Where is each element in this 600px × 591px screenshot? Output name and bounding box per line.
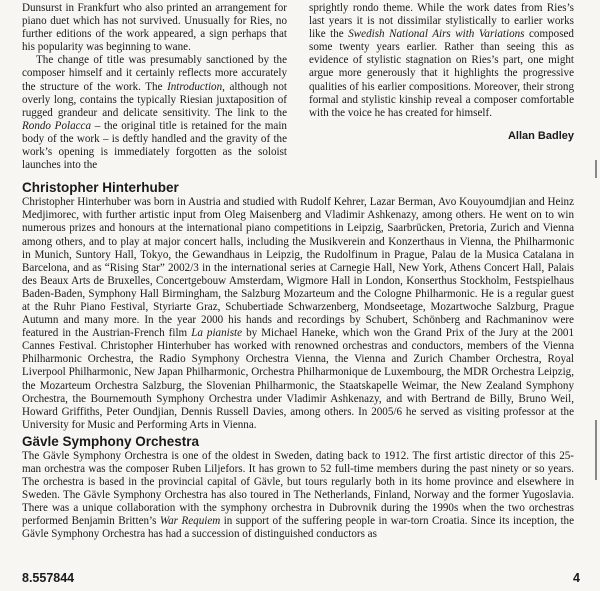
essay-columns [22, 2, 574, 172]
italic-title: Swedish National Airs with Variations [348, 28, 525, 41]
essay-author: Allan Badley [507, 129, 574, 142]
hinterhuber-heading: Christopher Hinterhuber [22, 180, 179, 196]
catalogue-number: 8.557844 [22, 571, 75, 585]
essay-paragraph-3: sprightly rondo theme. While the work dates from Ries’s last years it is not dissimilar stylistically to earlier works like the Swedish National Airs with Variations composed some twenty years earlier. Rather than seeing this as evidence of stylistic stagnation on Ries’s part, one might argue more generously that it highlights the progressive qualities of his earlier compositions. Moreover, their strong formal and stylistic kinship reveal a composer comfortable with the voice he has created for himself. [309, 2, 574, 119]
booklet-page [22, 2, 574, 542]
gavle-biography: The Gävle Symphony Orchestra is one of the oldest in Sweden, dating back to 1912. The first artistic director of this 25-man orchestra was the composer Ruben Liljefors. It has grown to 52 full-time members during the past ninety or so years. The orchestra is based in the provincial capital of Gävle, but tours regularly both in its home province and elsewhere in Sweden. The Gävle Symphony Orchestra has also toured in The Netherlands, Finland, Norway and the former Yugoslavia. There was a unique collaboration with the symphony orchestra in Dubrovnik during the 1990s when the two orchestras performed Benjamin Britten’s War Requiem in support of the suffering people in war-torn Croatia. Since its inception, the Gävle Symphony Orchestra has had a succession of distinguished conductors as [22, 449, 575, 541]
gavle-heading: Gävle Symphony Orchestra [22, 433, 200, 449]
italic-title: Rondo Polacca [22, 119, 92, 132]
scan-edge-mark-bottom [595, 420, 597, 480]
essay-right-column [309, 2, 574, 172]
page-footer [22, 571, 580, 585]
hinterhuber-biography: Christopher Hinterhuber was born in Austria and studied with Rudolf Kehrer, Lazar Berman, Avo Kouyoumdjian and Heinz Medjimorec, with further artistic input from Oleg Maisenberg and Vladimir Ashkenazy, among others. He went on to win numerous prizes and honours at the international piano competitions in Leipzig, Saarbrücken, Pretoria, Zurich and Vienna among others, and to play at major concert halls, including the Musikverein and Konzerthaus in Vienna, the Philharmonic in Munich, Suntory Hall, Tokyo, the Gewandhaus in Leipzig, the Rudolfinum in Prague, Palau de la Musica Catalana in Barcelona, and as “Rising Star” 2002/3 in the international series at Carnegie Hall, New York, Athens Concert Hall, Palais des Beaux Arts de Bruxelles, Concertgebouw Amsterdam, Wigmore Hall in London, Konserthus Stockholm, Festspielhaus Baden-Baden, Symphony Hall Birmingham, the Salzburg Mozarteum and the Cologne Philharmonic. He is a regular guest at the Ruhr Piano Festival, Styriarte Graz, Schubertiade Schwarzenberg, Mondseetage, Mozartwoche Salzburg, Prague Autumn and many more. In the year 2000 his hands and recordings by Schubert, Schönberg and Rachmaninov were featured in the Austrian-French film La pianiste by Michael Haneke, which won the Grand Prix of the Jury at the 2001 Cannes Festival. Christopher Hinterhuber has worked with renowned orchestras and conductors, members of the Vienna Philharmonic Orchestra, the Radio Symphony Orchestra Vienna, the Vienna and Zurich Chamber Orchestra, Royal Liverpool Philharmonic, New Japan Philharmonic, Orchestra Philharmonique de Luxembourg, the MDR Orchestra Leipzig, the Mozarteum Orchestra Salzburg, the Slovenian Philharmonic, the Staatskapelle Weimar, the New Zealand Symphony Orchestra, the Bournemouth Symphony Orchestra under Vladimir Ashkenazy, and with Bertrand de Billy, Bruno Weil, Howard Griffiths, Peter Oundjian, Dennis Russell Davies, among others. In 2005/6 he served as visiting professor at the University for Music and Performing Arts in Vienna. [22, 196, 575, 431]
italic-title: War Requiem [159, 515, 221, 528]
essay-left-column [22, 2, 287, 172]
page-number: 4 [573, 571, 580, 585]
scan-edge-mark-top [595, 160, 597, 178]
italic-title: Introduction [167, 80, 223, 93]
italic-title: La pianiste [191, 327, 243, 340]
essay-paragraph-2: The change of title was presumably sanctioned by the composer himself and it certainly reflects more accurately the structure of the work. The Introduction, although not overly long, contains the typically Riesian juxtaposition of rugged grandeur and delicate sensitivity. The link to the Rondo Polacca – the original title is retained for the main body of the work – is deftly handled and the gravity of the work’s opening is immediately forgotten as the soloist launches into the [22, 54, 287, 172]
essay-paragraph-1: Dunsurst in Frankfurt who also printed an arrangement for piano duet which has not survived. Unusually for Ries, no further editions of the work appeared, a sign perhaps that his popularity was beginning to wane. [22, 2, 287, 54]
